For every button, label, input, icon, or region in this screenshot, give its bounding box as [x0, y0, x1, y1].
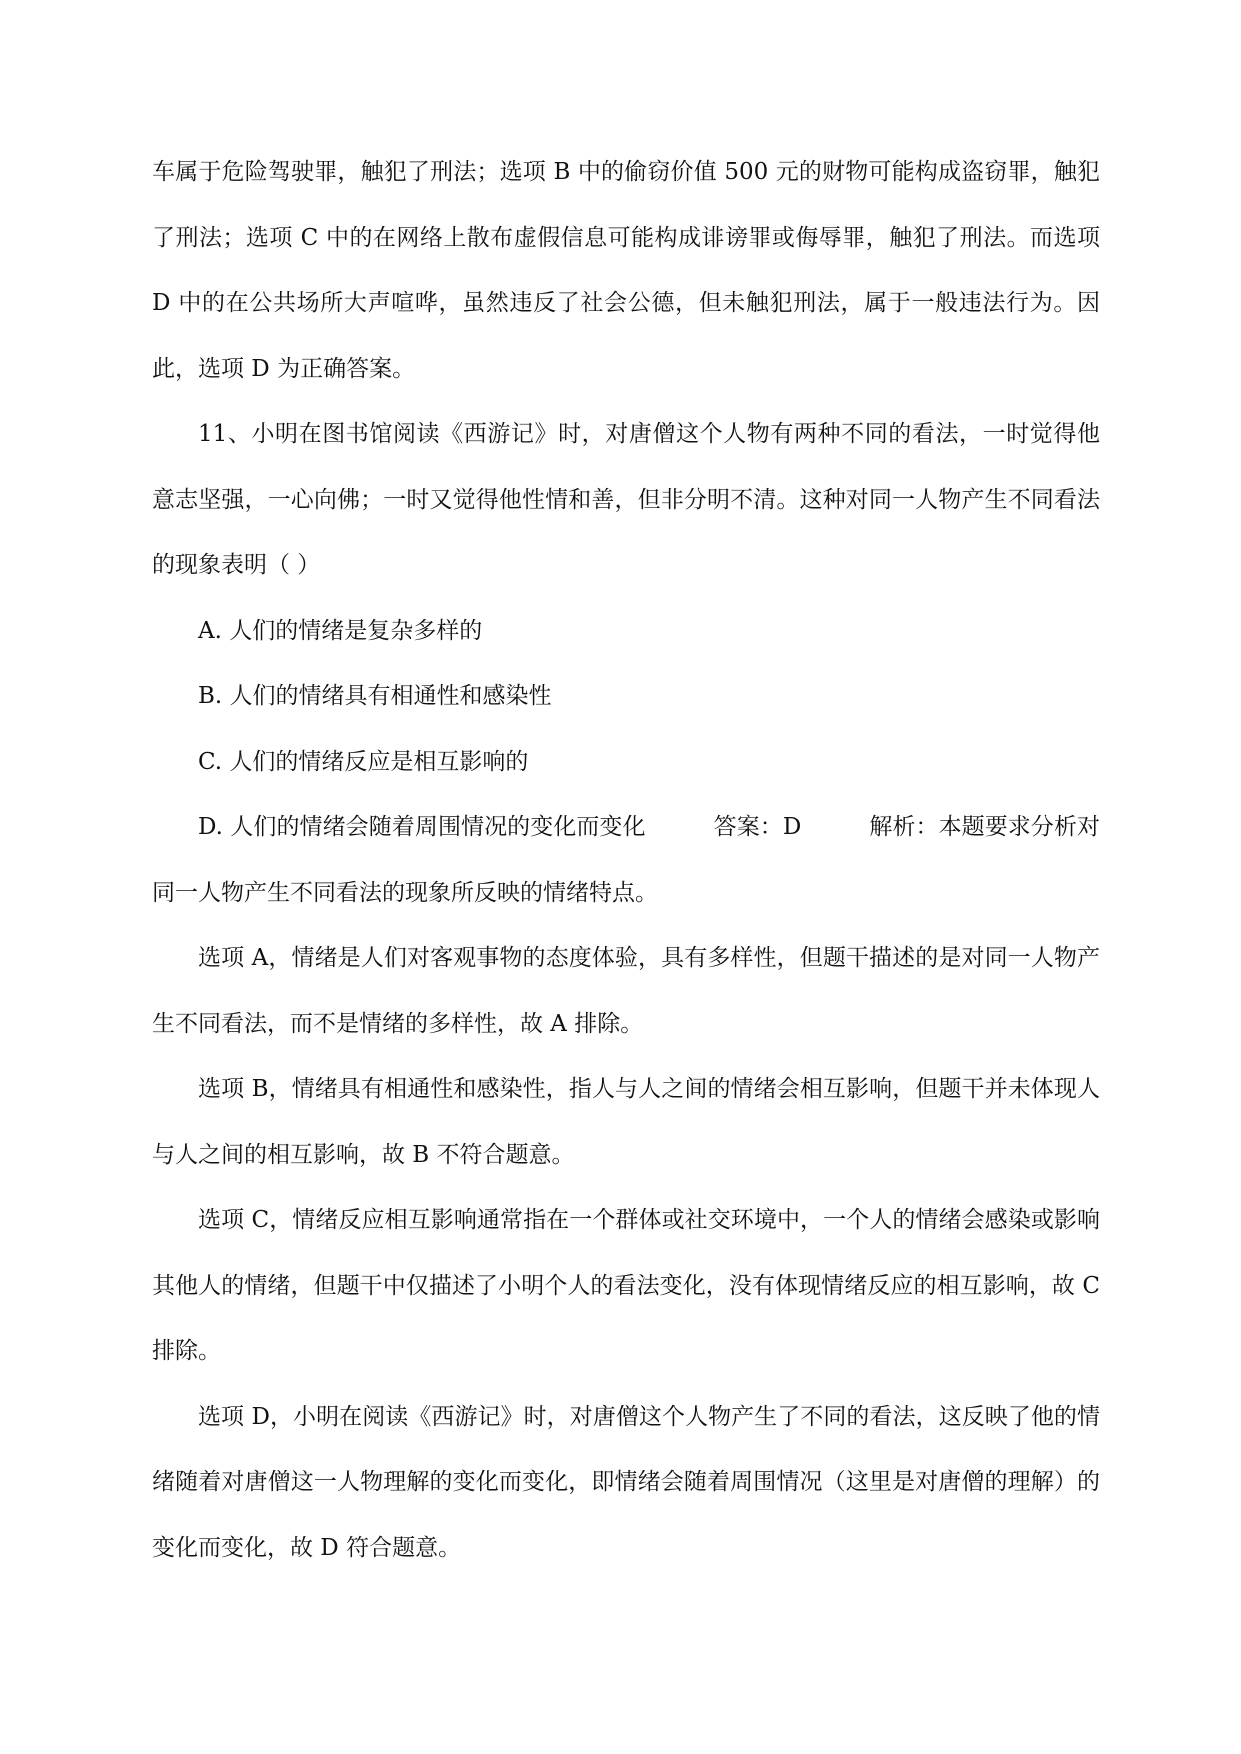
explanation-b: 选项 B，情绪具有相通性和感染性，指人与人之间的情绪会相互影响，但题干并未体现人与人之间的相互影响，故 B 不符合题意。 — [152, 1076, 1100, 1168]
answer-label: 答案：D — [713, 814, 802, 840]
paragraph-continued: 车属于危险驾驶罪，触犯了刑法；选项 B 中的偷窃价值 500 元的财物可能构成盗窃罪，触犯了刑法；选项 C 中的在网络上散布虚假信息可能构成诽谤罪或侮辱罪，触犯了刑法。而选项 D 中的在公共场所大声喧哗，虽然违反了社会公德，但未触犯刑法，属于一般违法行为。因此，选项 D 为正确答案。 — [152, 159, 1100, 382]
explanation-d: 选项 D，小明在阅读《西游记》时，对唐僧这个人物产生了不同的看法，这反映了他的情绪随着对唐僧这一人物理解的变化而变化，即情绪会随着周围情况（这里是对唐僧的理解）的变化而变化，故 D 符合题意。 — [152, 1403, 1100, 1561]
explanation-c: 选项 C，情绪反应相互影响通常指在一个群体或社交环境中，一个人的情绪会感染或影响其他人的情绪，但题干中仅描述了小明个人的看法变化，没有体现情绪反应的相互影响，故 C 排除。 — [152, 1207, 1100, 1364]
document-body — [152, 140, 1100, 1581]
option-d: D. 人们的情绪会随着周围情况的变化而变化 — [198, 814, 646, 840]
option-a: A. 人们的情绪是复杂多样的 — [198, 617, 483, 644]
question-11-stem: 11、小明在图书馆阅读《西游记》时，对唐僧这个人物有两种不同的看法，一时觉得他意志坚强，一心向佛；一时又觉得他性情和善，但非分明不清。这种对同一人物产生不同看法的现象表明（ ） — [152, 421, 1100, 578]
option-d-answer-analysis — [152, 795, 1100, 926]
option-c: C. 人们的情绪反应是相互影响的 — [198, 748, 529, 775]
analysis-intro: 解析：本题要求分析对同一人物产生不同看法的现象所反映的情绪特点。 — [152, 814, 1101, 906]
explanation-a: 选项 A，情绪是人们对客观事物的态度体验，具有多样性，但题干描述的是对同一人物产生不同看法，而不是情绪的多样性，故 A 排除。 — [152, 945, 1100, 1037]
option-b: B. 人们的情绪具有相通性和感染性 — [198, 683, 552, 709]
